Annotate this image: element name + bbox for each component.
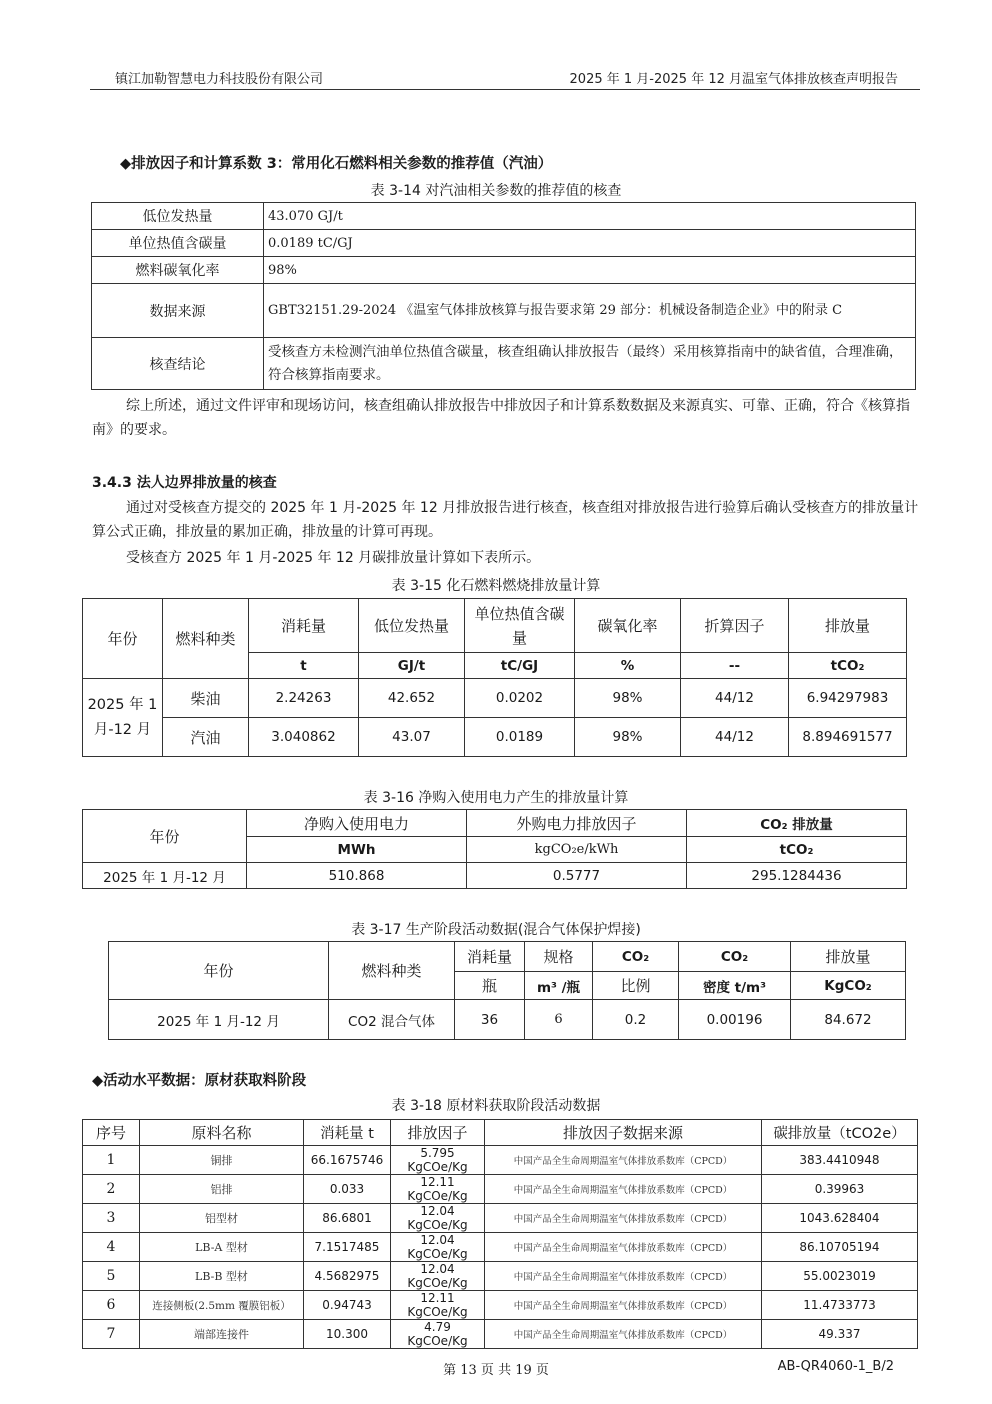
t317-cell: 84.672: [791, 1000, 906, 1040]
t314-label: 燃料碳氧化率: [92, 257, 264, 284]
t318-header: 消耗量 t: [304, 1120, 391, 1146]
t318-cell: 铝排: [140, 1175, 304, 1204]
table-header-row: [83, 810, 907, 837]
t318-cell: 5.795 KgCOe/Kg: [391, 1146, 485, 1175]
t315-header: 燃料种类: [163, 599, 249, 679]
t318-cell: 中国产品全生命周期温室气体排放系数库（CPCD）: [485, 1146, 762, 1175]
t316-cell: 510.868: [247, 863, 467, 889]
t317-cell: 2025 年 1 月-12 月: [109, 1000, 329, 1040]
t318-header: 碳排放量（tCO2e）: [762, 1120, 918, 1146]
t316-header: 外购电力排放因子: [467, 810, 687, 837]
table-row: [83, 1233, 918, 1262]
table-row: [109, 1000, 906, 1040]
t314-value: GBT32151.29-2024 《温室气体排放核算与报告要求第 29 部分：机械设备制造企业》中的附录 C: [264, 284, 916, 338]
footer-page-number: 第 13 页 共 19 页: [443, 1363, 549, 1378]
t318-cell: 5: [83, 1262, 140, 1291]
t317-unit: 比例: [593, 972, 679, 1000]
t318-cell: 66.1675746: [304, 1146, 391, 1175]
t314-value: 43.070 GJ/t: [264, 203, 916, 230]
table-3-15-caption: 表 3-15 化石燃料燃烧排放量计算: [391, 578, 601, 594]
t318-cell: 0.94743: [304, 1291, 391, 1320]
t318-cell: 连接侧板(2.5mm 覆膜铝板）: [140, 1291, 304, 1320]
table-3-14: [91, 202, 916, 390]
t315-cell: 3.040862: [249, 718, 359, 757]
table-3-15: [82, 598, 907, 757]
table-3-17-caption: 表 3-17 生产阶段活动数据(混合气体保护焊接): [351, 922, 641, 938]
table-3-18-caption: 表 3-18 原材料获取阶段活动数据: [391, 1098, 601, 1114]
t317-unit: 密度 t/m³: [679, 972, 791, 1000]
t317-unit: 瓶: [455, 972, 525, 1000]
table-row: [92, 257, 916, 284]
t318-cell: 12.11 KgCOe/Kg: [391, 1291, 485, 1320]
t318-cell: 端部连接件: [140, 1320, 304, 1349]
t317-header: 规格: [525, 942, 593, 972]
t318-cell: 2: [83, 1175, 140, 1204]
table-3-18: [82, 1119, 918, 1349]
t314-value: 受核查方未检测汽油单位热值含碳量，核查组确认排放报告（最终）采用核算指南中的缺省值，合理准确，符合核算指南要求。: [264, 338, 916, 390]
section-3-4-3-paragraph-2: 受核查方 2025 年 1 月-2025 年 12 月碳排放量计算如下表所示。: [126, 550, 541, 566]
t318-cell: 铝型材: [140, 1204, 304, 1233]
t317-cell: 6: [525, 1000, 593, 1040]
table-row: [92, 203, 916, 230]
t316-unit: kgCO₂e/kWh: [467, 837, 687, 863]
t318-cell: 铜排: [140, 1146, 304, 1175]
table-row: [92, 230, 916, 257]
t314-label: 单位热值含碳量: [92, 230, 264, 257]
t315-unit: GJ/t: [359, 653, 465, 679]
t315-header: 消耗量: [249, 599, 359, 653]
table-row: [83, 863, 907, 889]
table-row: [92, 284, 916, 338]
t318-cell: 55.0023019: [762, 1262, 918, 1291]
footer-doc-code: AB-QR4060-1_B/2: [777, 1359, 894, 1374]
t318-cell: LB-A 型材: [140, 1233, 304, 1262]
t316-cell: 295.1284436: [687, 863, 907, 889]
t317-header: 排放量: [791, 942, 906, 972]
t318-cell: 12.11 KgCOe/Kg: [391, 1175, 485, 1204]
header-report-title: 2025 年 1 月-2025 年 12 月温室气体排放核查声明报告: [569, 72, 898, 87]
t317-cell: 0.2: [593, 1000, 679, 1040]
t314-label: 数据来源: [92, 284, 264, 338]
t318-cell: 11.4733773: [762, 1291, 918, 1320]
t316-header: 净购入使用电力: [247, 810, 467, 837]
t315-cell: 44/12: [681, 679, 789, 718]
t318-cell: 12.04 KgCOe/Kg: [391, 1233, 485, 1262]
t318-header: 排放因子数据来源: [485, 1120, 762, 1146]
t318-cell: 4.79 KgCOe/Kg: [391, 1320, 485, 1349]
t317-cell: 0.00196: [679, 1000, 791, 1040]
table-row: [83, 1175, 918, 1204]
t317-cell: CO2 混合气体: [329, 1000, 455, 1040]
t316-cell: 0.5777: [467, 863, 687, 889]
table-3-16: [82, 809, 907, 889]
table-3-17: [108, 941, 906, 1040]
t315-header: 折算因子: [681, 599, 789, 653]
table-header-row: [83, 599, 907, 653]
t315-cell: 44/12: [681, 718, 789, 757]
t318-cell: 7: [83, 1320, 140, 1349]
t315-cell: 43.07: [359, 718, 465, 757]
t318-cell: 6: [83, 1291, 140, 1320]
t314-label: 核查结论: [92, 338, 264, 390]
t318-cell: 383.4410948: [762, 1146, 918, 1175]
t317-cell: 36: [455, 1000, 525, 1040]
t316-unit: tCO₂: [687, 837, 907, 863]
t318-cell: 1: [83, 1146, 140, 1175]
t318-header: 序号: [83, 1120, 140, 1146]
t318-cell: 中国产品全生命周期温室气体排放系数库（CPCD）: [485, 1320, 762, 1349]
t318-cell: 86.6801: [304, 1204, 391, 1233]
t318-header: 原料名称: [140, 1120, 304, 1146]
table-row: [83, 718, 907, 757]
t318-cell: 7.1517485: [304, 1233, 391, 1262]
table-header-row: [109, 942, 906, 972]
table-row: [92, 338, 916, 390]
section-3-4-3-paragraph-1: 通过对受核查方提交的 2025 年 1 月-2025 年 12 月排放报告进行核查，核查组对排放报告进行验算后确认受核查方的排放量计算公式正确，排放量的累加正确，排放量的计算可再现。: [92, 500, 919, 540]
t315-cell: 0.0202: [465, 679, 575, 718]
gasoline-heading: ◆排放因子和计算系数 3：常用化石燃料相关参数的推荐值（汽油）: [120, 156, 553, 172]
t318-cell: 中国产品全生命周期温室气体排放系数库（CPCD）: [485, 1291, 762, 1320]
t318-cell: 12.04 KgCOe/Kg: [391, 1262, 485, 1291]
table-row: [83, 1146, 918, 1175]
header-rule: [90, 89, 920, 90]
t315-cell: 42.652: [359, 679, 465, 718]
table-row: [83, 1262, 918, 1291]
t315-cell: 6.94297983: [789, 679, 907, 718]
header-company: 镇江加勒智慧电力科技股份有限公司: [115, 72, 324, 87]
t315-header: 单位热值含碳量: [465, 599, 575, 653]
table-3-14-caption: 表 3-14 对汽油相关参数的推荐值的核查: [370, 183, 622, 199]
t315-unit: tCO₂: [789, 653, 907, 679]
t314-label: 低位发热量: [92, 203, 264, 230]
t317-header: 燃料种类: [329, 942, 455, 1000]
t318-cell: 中国产品全生命周期温室气体排放系数库（CPCD）: [485, 1204, 762, 1233]
t318-cell: 86.10705194: [762, 1233, 918, 1262]
t315-period: 2025 年 1 月-12 月: [83, 679, 163, 757]
t315-unit: %: [575, 653, 681, 679]
t314-value: 98%: [264, 257, 916, 284]
t318-header: 排放因子: [391, 1120, 485, 1146]
t315-fuel: 柴油: [163, 679, 249, 718]
t315-header: 年份: [83, 599, 163, 679]
t315-cell: 98%: [575, 679, 681, 718]
t316-header: CO₂ 排放量: [687, 810, 907, 837]
t317-header: 年份: [109, 942, 329, 1000]
t315-header: 碳氧化率: [575, 599, 681, 653]
t315-cell: 8.894691577: [789, 718, 907, 757]
table-row: [83, 679, 907, 718]
t316-header: 年份: [83, 810, 247, 863]
activity-heading: ◆活动水平数据：原材获取料阶段: [92, 1073, 307, 1089]
t315-unit: --: [681, 653, 789, 679]
table-row: [83, 1291, 918, 1320]
t318-cell: 12.04 KgCOe/Kg: [391, 1204, 485, 1233]
table-3-16-caption: 表 3-16 净购入使用电力产生的排放量计算: [363, 790, 629, 806]
t316-unit: MWh: [247, 837, 467, 863]
t315-unit: tC/GJ: [465, 653, 575, 679]
t317-header: CO₂: [593, 942, 679, 972]
t318-cell: 10.300: [304, 1320, 391, 1349]
t315-cell: 98%: [575, 718, 681, 757]
t315-header: 低位发热量: [359, 599, 465, 653]
t315-cell: 0.0189: [465, 718, 575, 757]
t318-cell: 中国产品全生命周期温室气体排放系数库（CPCD）: [485, 1233, 762, 1262]
t317-header: CO₂: [679, 942, 791, 972]
t318-cell: 49.337: [762, 1320, 918, 1349]
t318-cell: 1043.628404: [762, 1204, 918, 1233]
t315-fuel: 汽油: [163, 718, 249, 757]
t318-cell: 4.5682975: [304, 1262, 391, 1291]
t318-cell: LB-B 型材: [140, 1262, 304, 1291]
t315-header: 排放量: [789, 599, 907, 653]
t318-cell: 3: [83, 1204, 140, 1233]
t317-unit: m³ /瓶: [525, 972, 593, 1000]
t315-unit: t: [249, 653, 359, 679]
t318-cell: 0.033: [304, 1175, 391, 1204]
t314-value: 0.0189 tC/GJ: [264, 230, 916, 257]
section-3-4-3-title: 3.4.3 法人边界排放量的核查: [92, 475, 277, 491]
t318-cell: 4: [83, 1233, 140, 1262]
t316-cell: 2025 年 1 月-12 月: [83, 863, 247, 889]
t315-cell: 2.24263: [249, 679, 359, 718]
t317-header: 消耗量: [455, 942, 525, 972]
summary-paragraph: 综上所述，通过文件评审和现场访问，核查组确认排放报告中排放因子和计算系数数据及来源真实、可靠、正确，符合《核算指南》的要求。: [92, 398, 910, 438]
table-header-row: [83, 1120, 918, 1146]
t318-cell: 0.39963: [762, 1175, 918, 1204]
table-row: [83, 1320, 918, 1349]
t318-cell: 中国产品全生命周期温室气体排放系数库（CPCD）: [485, 1262, 762, 1291]
t317-unit: KgCO₂: [791, 972, 906, 1000]
t318-cell: 中国产品全生命周期温室气体排放系数库（CPCD）: [485, 1175, 762, 1204]
table-row: [83, 1204, 918, 1233]
